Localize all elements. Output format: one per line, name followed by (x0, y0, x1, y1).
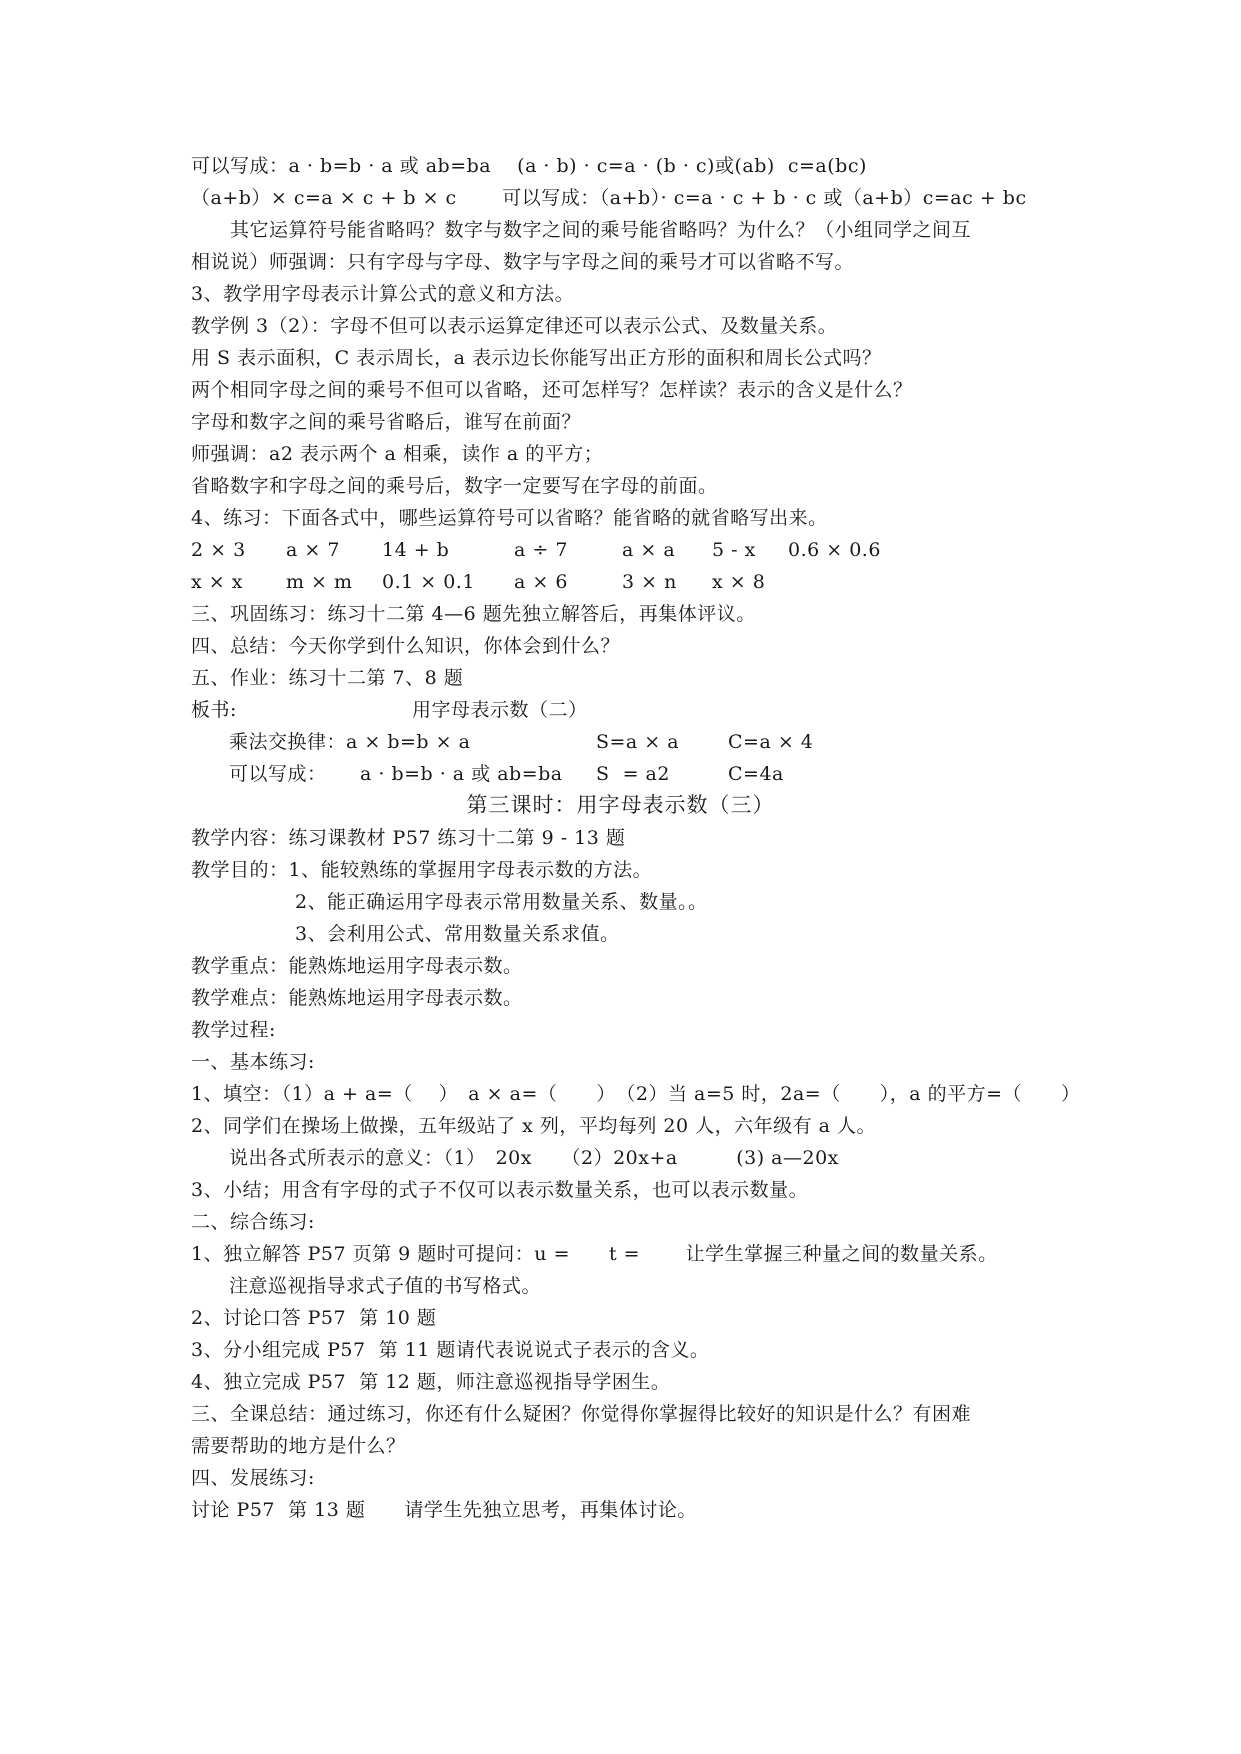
exercise-item: 5 - x (712, 539, 756, 561)
board-item: 乘法交换律：a × b=b × a (229, 731, 471, 753)
text-line: 说出各式所表示的意义：（1） 20x （2）20x+a (3) a—20x (229, 1147, 839, 1169)
text-line: 教学目的：1、能较熟练的掌握用字母表示数的方法。 (191, 859, 653, 881)
exercise-item: 0.1 × 0.1 (382, 571, 475, 593)
board-item: 可以写成： (229, 763, 327, 785)
text-line: 1、填空：（1）a + a=（ ） a × a=（ ） （2）当 a=5 时，2a=（ ），a 的平方=（ ） (191, 1083, 1081, 1105)
board-item: S = a2 (596, 763, 670, 785)
text-line: 3、小结；用含有字母的式子不仅可以表示数量关系，也可以表示数量。 (191, 1179, 809, 1201)
exercise-item: m × m (286, 571, 353, 593)
text-line: 师强调：a2 表示两个 a 相乘，读作 a 的平方； (191, 443, 604, 465)
exercise-item: a ÷ 7 (514, 539, 568, 561)
text-line: 4、练习：下面各式中，哪些运算符号可以省略？能省略的就省略写出来。 (191, 507, 828, 529)
exercise-item: 14 + b (382, 539, 450, 561)
text-line: 三、全课总结：通过练习，你还有什么疑困？你觉得你掌握得比较好的知识是什么？有困难 (191, 1403, 972, 1425)
text-line: 3、教学用字母表示计算公式的意义和方法。 (191, 283, 575, 305)
exercise-item: 3 × n (622, 571, 677, 593)
text-line: 1、独立解答 P57 页第 9 题时可提问：u = t = 让学生掌握三种量之间的数量关系。 (191, 1243, 998, 1265)
text-line: 讨论 P57 第 13 题 请学生先独立思考，再集体讨论。 (191, 1499, 697, 1521)
text-line: 2、讨论口答 P57 第 10 题 (191, 1307, 437, 1329)
text-line: （a+b）× c=a × c + b × c 可以写成：（a+b）· c=a · c + b · c 或（a+b）c=ac + bc (191, 187, 1027, 209)
exercise-item: x × 8 (712, 571, 766, 593)
text-line: 相说说）师强调：只有字母与字母、数字与字母之间的乘号才可以省略不写。 (191, 251, 855, 273)
exercise-item: a × 7 (286, 539, 340, 561)
text-line: 五、作业：练习十二第 7、8 题 (191, 667, 464, 689)
exercise-item: x × x (191, 571, 243, 593)
text-line: 4、独立完成 P57 第 12 题，师注意巡视指导学困生。 (191, 1371, 671, 1393)
text-line: 字母和数字之间的乘号省略后，谁写在前面？ (191, 411, 582, 433)
board-label: 板书: (191, 699, 237, 721)
text-line: 3、分小组完成 P57 第 11 题请代表说说式子表示的含义。 (191, 1339, 710, 1361)
text-line: 其它运算符号能省略吗？数字与数字之间的乘号能省略吗？为什么？（小组同学之间互 (191, 219, 972, 241)
text-line: 教学重点：能熟炼地运用字母表示数。 (191, 955, 523, 977)
board-title: 用字母表示数（二） (412, 699, 588, 721)
text-line: 二、综合练习: (191, 1211, 315, 1233)
text-line: 用 S 表示面积，C 表示周长，a 表示边长你能写出正方形的面积和周长公式吗？ (191, 347, 882, 369)
text-line: 需要帮助的地方是什么？ (191, 1435, 406, 1457)
text-line: 可以写成：a · b=b · a 或 ab=ba (a · b) · c=a · (b · c)或(ab) c=a(bc) (191, 155, 867, 177)
text-line: 教学内容：练习课教材 P57 练习十二第 9 - 13 题 (191, 827, 626, 849)
text-line: 2、能正确运用字母表示常用数量关系、数量。。 (295, 891, 708, 913)
text-line: 一、基本练习: (191, 1051, 315, 1073)
text-line: 3、会利用公式、常用数量关系求值。 (295, 923, 620, 945)
board-item: C=a × 4 (728, 731, 814, 753)
text-line: 两个相同字母之间的乘号不但可以省略，还可怎样写？怎样读？表示的含义是什么？ (191, 379, 913, 401)
text-line: 2、同学们在操场上做操，五年级站了 x 列，平均每列 20 人，六年级有 a 人。 (191, 1115, 877, 1137)
text-line: 三、巩固练习：练习十二第 4—6 题先独立解答后，再集体评议。 (191, 603, 756, 625)
text-line: 四、总结：今天你学到什么知识，你体会到什么？ (191, 635, 621, 657)
text-line: 注意巡视指导求式子值的书写格式。 (229, 1275, 542, 1297)
text-line: 教学过程: (191, 1019, 276, 1041)
text-line: 教学难点：能熟炼地运用字母表示数。 (191, 987, 523, 1009)
exercise-item: a × a (622, 539, 676, 561)
board-item: S=a × a (596, 731, 680, 753)
exercise-item: a × 6 (514, 571, 568, 593)
lesson-title: 第三课时：用字母表示数（三） (466, 793, 775, 817)
exercise-item: 2 × 3 (191, 539, 246, 561)
text-line: 教学例 3（2）：字母不但可以表示运算定律还可以表示公式、及数量关系。 (191, 315, 838, 337)
board-item: a · b=b · a 或 ab=ba (360, 763, 563, 785)
text-line: 四、发展练习: (191, 1467, 315, 1489)
exercise-item: 0.6 × 0.6 (788, 539, 881, 561)
board-item: C=4a (728, 763, 784, 785)
text-line: 省略数字和字母之间的乘号后，数字一定要写在字母的前面。 (191, 475, 718, 497)
